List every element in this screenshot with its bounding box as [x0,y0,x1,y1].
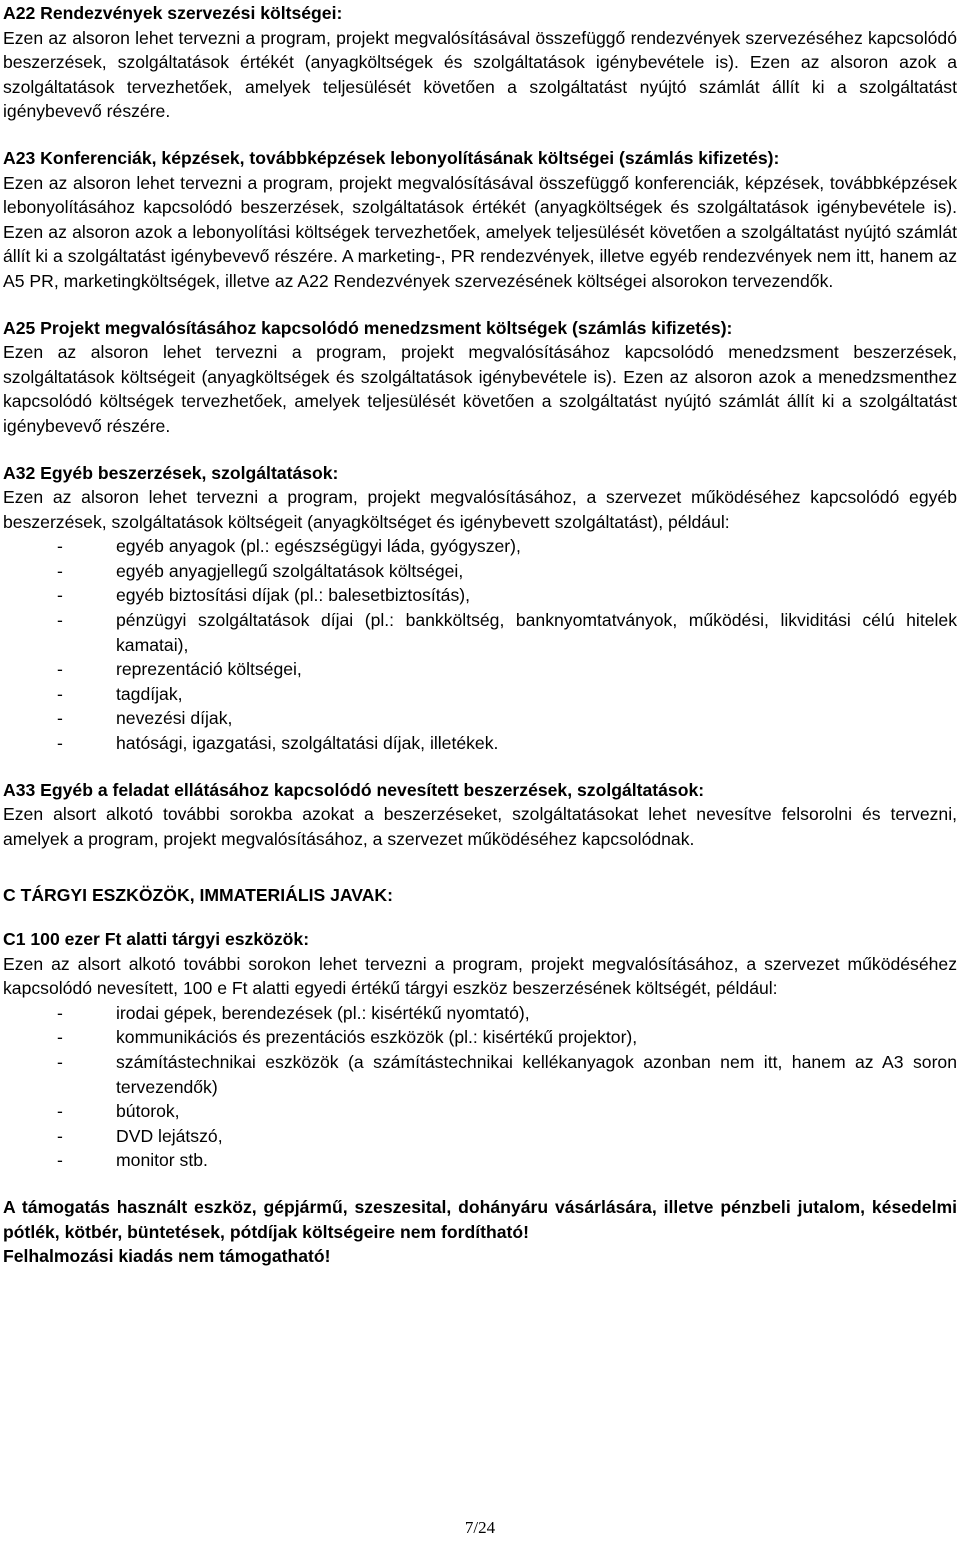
section-body-c1: Ezen az alsort alkotó további sorokon lehet tervezni a program, projekt megvalósításához, a szervezet működéséhez kapcsolódó nevesített, 100 e Ft alatti egyedi értékű tárgyi eszköz beszerzésének költségét, például: [3,953,957,999]
list-item-text: számítástechnikai eszközök (a számítástechnikai kellékanyagok azonban nem itt, hanem az A3 soron tervezendők) [116,1051,957,1097]
warning-capital-expenditure: Felhalmozási kiadás nem támogatható! [3,1246,331,1267]
list-item-text: hatósági, igazgatási, szolgáltatási díjak, illetékek. [116,733,499,754]
list-item [3,608,957,657]
page-content [3,1,957,1291]
dash-bullet: - [57,733,63,754]
section-heading-a33: A33 Egyéb a feladat ellátásához kapcsolódó nevesített beszerzések, szolgáltatások: [3,779,705,800]
dash-bullet: - [57,1027,63,1048]
list-item-text: DVD lejátszó, [116,1125,223,1146]
list-item [3,1124,957,1149]
dash-bullet: - [57,1002,63,1023]
list-item-text: nevezési díjak, [116,708,233,729]
section-body-a22: Ezen az alsoron lehet tervezni a program, projekt megvalósításával összefüggő rendezvények szervezéséhez kapcsolódó beszerzések, szolgáltatások értékét (anyagköltségek és szolgáltatások igénybevétele is). Ezen az alsoron azok a szolgáltatások tervezhetőek, amelyek teljesülését követően a szolgáltatást nyújtó számlát állít ki a szolgáltatást igénybevevő részére. [3,27,957,122]
section-heading-a25: A25 Projekt megvalósításához kapcsolódó menedzsment költségek (számlás kifizetés): [3,317,733,338]
dash-bullet: - [57,1125,63,1146]
list-item [3,731,957,756]
dash-bullet: - [57,708,63,729]
list-item [3,1050,957,1099]
section-body-a25: Ezen az alsoron lehet tervezni a program, projekt megvalósításához kapcsolódó menedzsment beszerzések, szolgáltatások költségeit (anyagköltségek és szolgáltatások igénybevétele is). Ezen az alsoron azok a menedzsmenthez kapcsolódó költségek tervezhetőek, amelyek teljesülését követően a szolgáltatást nyújtó számlát állít ki a szolgáltatást igénybevevő részére. [3,342,957,436]
list-item-text: egyéb anyagok (pl.: egészségügyi láda, gyógyszer), [116,536,521,557]
list-item-text: pénzügyi szolgáltatások díjai (pl.: bankköltség, banknyomtatványok, működési, likviditási célú hitelek kamatai), [116,610,957,655]
dash-bullet: - [57,536,63,557]
page-number: 7/24 [464,1518,496,1537]
dash-bullet: - [57,1150,63,1171]
section-warning [3,1195,957,1269]
section-heading-a32: A32 Egyéb beszerzések, szolgáltatások: [3,462,339,483]
list-item [3,1001,957,1026]
list-item-text: egyéb anyagjellegű szolgáltatások költségei, [116,560,464,581]
list-item [3,682,957,707]
section-a23 [3,146,957,294]
section-body-a32: Ezen az alsoron lehet tervezni a program, projekt megvalósításához, a szervezet működéséhez kapcsolódó egyéb beszerzések, szolgáltatások költségeit (anyagköltséget és igénybevett szolgáltatást), például: [3,487,957,532]
dash-bullet: - [57,1051,63,1072]
section-c1 [3,927,957,1173]
list-item [3,534,957,559]
dash-bullet: - [57,683,63,704]
section-heading-c1: C1 100 ezer Ft alatti tárgyi eszközök: [3,929,310,949]
list-item-text: reprezentáció költségei, [116,659,302,680]
dash-bullet: - [57,610,63,631]
c1-item-list [3,1001,957,1173]
list-item-text: bútorok, [116,1101,180,1122]
list-item [3,583,957,608]
section-a32 [3,461,957,756]
a32-item-list [3,534,957,755]
list-item [3,559,957,584]
section-c [3,883,957,908]
list-item [3,657,957,682]
dash-bullet: - [57,560,63,581]
section-heading-a22: A22 Rendezvények szervezési költségei: [3,3,343,23]
dash-bullet: - [57,659,63,680]
category-heading-c: C TÁRGYI ESZKÖZÖK, IMMATERIÁLIS JAVAK: [3,885,393,906]
section-a25 [3,316,957,439]
list-item [3,1148,957,1173]
list-item-text: egyéb biztosítási díjak (pl.: balesetbiztosítás), [116,585,471,606]
list-item-text: irodai gépek, berendezések (pl.: kisértékű nyomtató), [116,1002,530,1023]
dash-bullet: - [57,585,63,606]
list-item-text: monitor stb. [116,1150,208,1171]
section-a22 [3,1,957,124]
section-body-a23: Ezen az alsoron lehet tervezni a program, projekt megvalósításával összefüggő konferenciák, képzések, továbbképzések lebonyolításához kapcsolódó beszerzések, szolgáltatások értékét (anyagköltségek és szolgáltatások igénybevétele is). Ezen az alsoron azok a lebonyolítási költségek tervezhetőek, amelyek teljesülését követően a szolgáltatást nyújtó számlát állít ki a szolgáltatást igénybevevő részére. A marketing-, PR rendezvények, illetve egyéb rendezvények nem itt, hanem az A5 PR, marketingköltségek, illetve az A22 Rendezvények szervezésének költségei alsorokon tervezendők. [3,172,957,291]
section-body-a33: Ezen alsort alkotó további sorokba azokat a beszerzéseket, szolgáltatásokat lehet nevesítve felsorolni és tervezni, amelyek a program, projekt megvalósításához, a szervezet működéséhez kapcsolódnak. [3,804,957,849]
section-heading-a23: A23 Konferenciák, képzések, továbbképzések lebonyolításának költségei (számlás kifizetés): [3,147,780,168]
list-item-text: kommunikációs és prezentációs eszközök (pl.: kisértékű projektor), [116,1027,638,1048]
list-item [3,1099,957,1124]
section-a33 [3,778,957,852]
dash-bullet: - [57,1101,63,1122]
warning-restrictions: A támogatás használt eszköz, gépjármű, szeszesital, dohányáru vásárlására, illetve pénzbeli jutalom, késedelmi pótlék, kötbér, büntetések, pótdíjak költségeire nem fordítható! [3,1196,957,1242]
list-item [3,706,957,731]
list-item-text: tagdíjak, [116,683,183,704]
list-item [3,1025,957,1050]
